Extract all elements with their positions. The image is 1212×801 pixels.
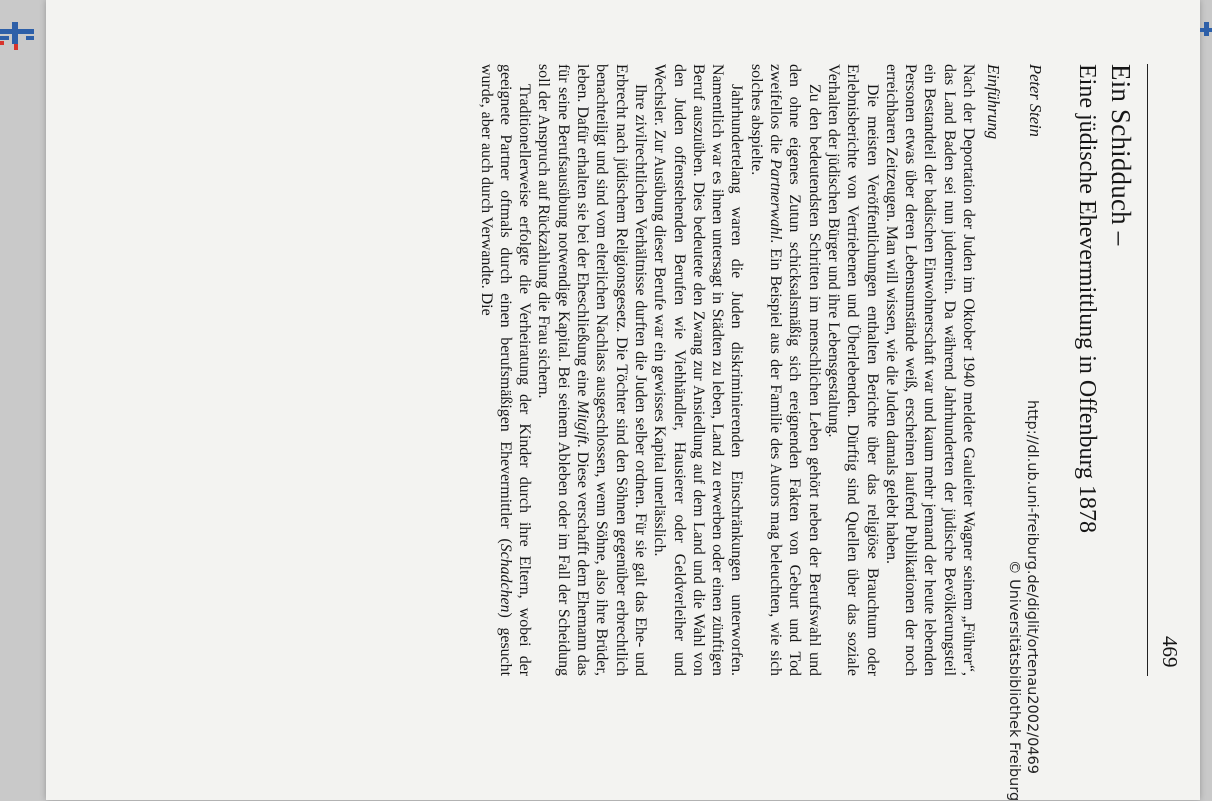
body-paragraph [824, 64, 882, 676]
body-text [476, 64, 978, 676]
library-logo-icon [0, 22, 40, 50]
section-heading: Einführung [984, 64, 1003, 140]
paragraph-text: Die meisten Veröffentlichungen enthalten Berichte über das religiöse Brauchtum oder Erlebnisberichte von Vertriebenen und Überlebenden. Dürftig sind Quellen über das soziale Verhalten der jüdischen Bürger und ihre Lebensgestaltung. [824, 64, 881, 676]
emphasized-term: Schadchen [496, 543, 514, 613]
library-logo-fragment-icon [1200, 22, 1212, 38]
header-rule [1147, 64, 1148, 676]
paragraph-text: ) gesucht wurde, aber auch durch Verwandte. Die [477, 64, 514, 676]
paragraph-text: . Ein Beispiel aus der Familie des Autors mag beleuchten, wie sich solches abspielte. [747, 64, 785, 676]
paragraph-text: . Diese verschafft dem Ehemann das für seine Berufsausübung notwendige Kapital. Bei seinem Ableben oder im Fall der Scheidung soll der Anspruch auf Rückzahlung die Frau sichern. [535, 64, 592, 676]
author-name: Peter Stein [1026, 64, 1045, 137]
paragraph-text: Jahrhundertelang waren die Juden diskriminierenden Einschränkungen unterworfen. Namentlich war es ihnen untersagt in Städten zu leben, Land zu erwerben oder einen zünftigen Beruf auszuüben. Dies bedeutete den Zwang zur Ansiedlung auf dem Land und die Wahl von den Juden offenstehenden Berufen wie Viehhändler, Hausierer oder Geldverleiher und Wechsler. Zur Ausübung dieser Berufe war ein gewisses Kapital unerlässlich. [651, 64, 746, 676]
article-title: Ein Schidduch – [1106, 64, 1136, 246]
paragraph-text: Ihre zivilrechtlichen Verhältnisse durften die Juden selber ordnen. Für sie galt das Ehe- und Erbrecht nach jüdischem Religionsgesetz. Die Töchter sind den Söhnen gegenüber erbrechtlich benachteiligt und sind vom elterlichen Nachlass ausgeschlossen, wenn Söhne, also ihre Brüder, leben. Dafür erhalten sie bei der Eheschließung eine [574, 64, 649, 676]
body-paragraph [650, 64, 746, 676]
page-number: 469 [1158, 636, 1182, 668]
body-paragraph [534, 64, 650, 676]
paragraph-text: Nach der Deportation der Juden im Oktober 1940 meldete Gauleiter Wagner seinem „Führer“, das Land Baden sei nun judenrein. Da während Jahrhunderten der jüdische Bevölkerungsteil ein Bestandteil der badischen Einwohnerschaft war und kaum mehr jemand der heute lebenden Personen etwas über deren Lebensumstände weiß, erscheinen laufend Publikationen der noch erreichbaren Zeitzeugen. Man will wissen, wie die Juden damals gelebt haben. [882, 64, 977, 676]
copyright-notice: © Universitätsbibliothek Freiburg [1006, 560, 1022, 801]
emphasized-term: Partnerwahl [767, 158, 785, 240]
article-subtitle: Eine jüdische Ehevermittlung in Offenburg 1878 [1074, 64, 1100, 534]
body-paragraph [476, 64, 534, 676]
body-paragraph [746, 64, 823, 676]
paragraph-text: Traditionellerweise erfolgte die Verheiratung der Kinder durch ihre Eltern, wobei der geeignete Partner oftmals durch einen berufsmäßigen Ehevermittler ( [496, 64, 534, 676]
source-url: http://dl.ub.uni-freiburg.de/diglit/ortenau2002/0469 [1024, 400, 1040, 774]
paragraph-text: Zu den bedeutendsten Schritten im menschlichen Leben gehört neben der Berufswahl und den ohne eigenes Zutun schicksalsmäßig sich ereignenden Fakten von Geburt und Tod zweifellos die [767, 64, 823, 676]
emphasized-term: Mitgift [574, 400, 592, 444]
body-paragraph [882, 64, 978, 676]
